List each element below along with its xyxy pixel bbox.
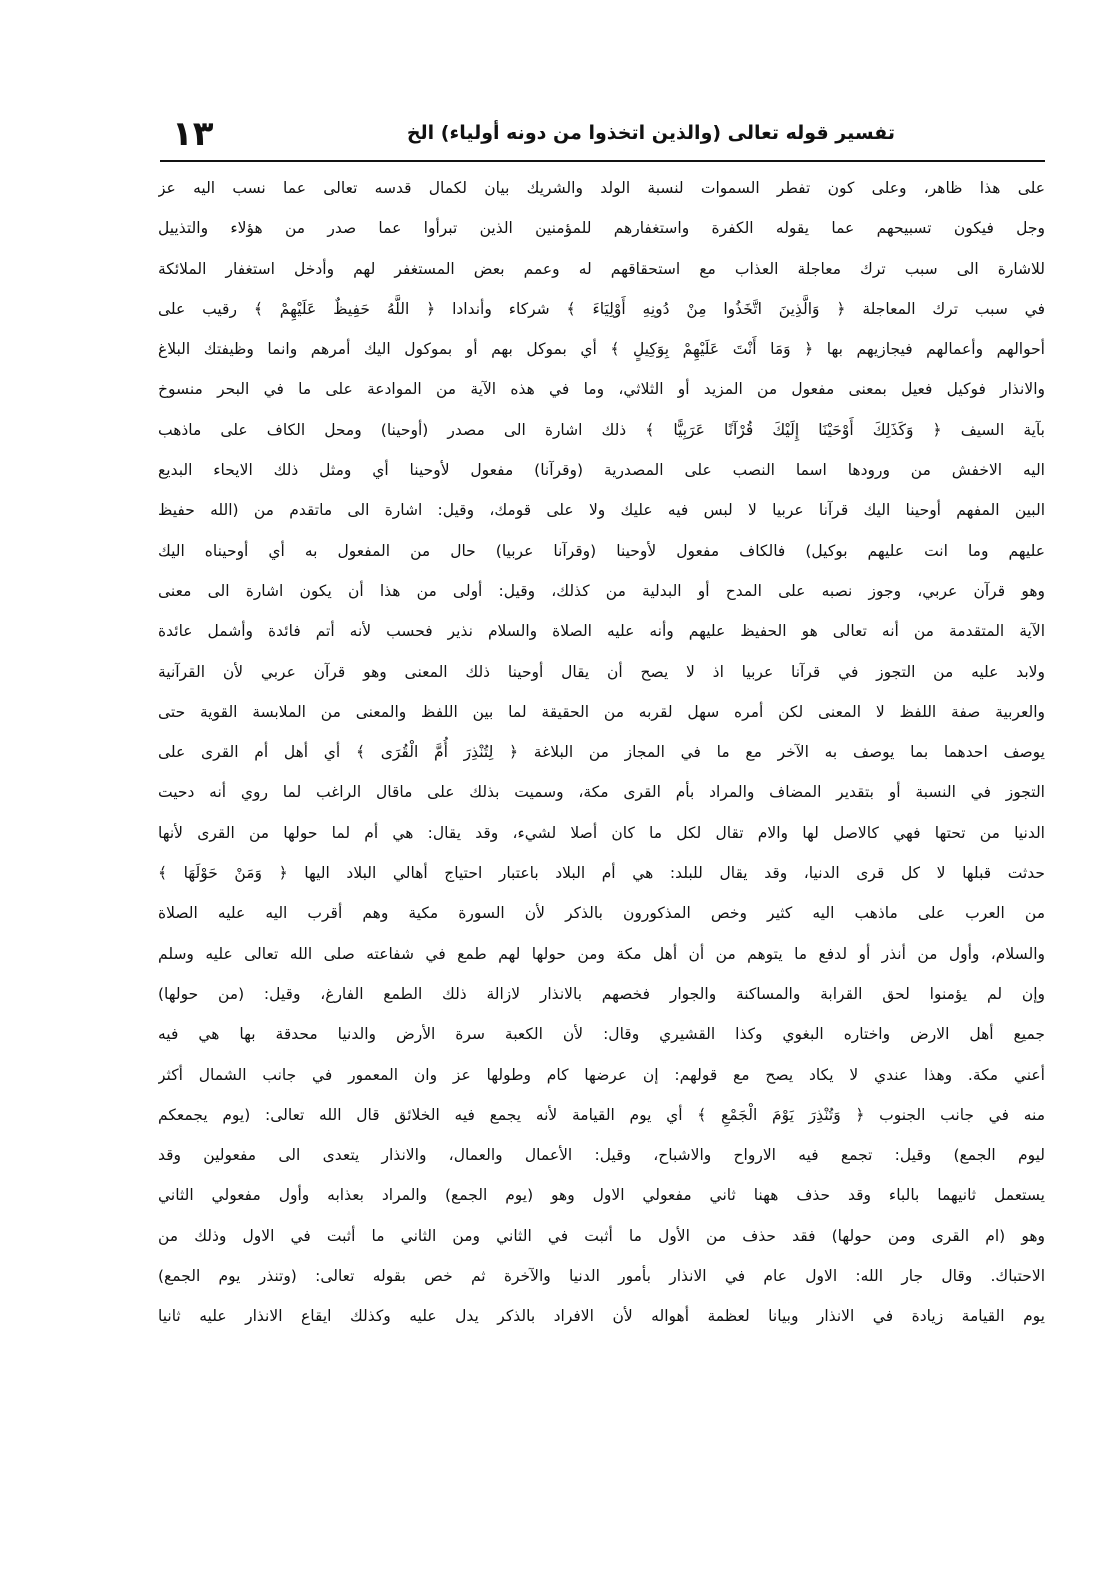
text-line: على هذا ظاهر، وعلى كون تفطر السموات لنسبة الولد والشريك بيان لكمال قدسه تعالى عما نسب اليه عز [158, 179, 1045, 197]
text-line: التجوز في النسبة أو بتقدير المضاف والمراد بأم القرى مكة، وسميت بذلك على ماقال الراغب لما روي أنه دحيت [158, 783, 1045, 802]
text-line: يوم القيامة زيادة في الانذار وبيانا لعظمة أهواله لأن الافراد بالذكر يدل عليه وكذلك ايقاع الانذار عليه ثانيا [158, 1307, 1045, 1326]
text-line: وهو (ام القرى ومن حولها) فقد حذف من الأول ما أثبت في الثاني ومن الثاني ما أثبت في الاول وذلك من [158, 1226, 1045, 1245]
text-line: والانذار فوكيل فعيل بمعنى مفعول من المزيد أو الثلاثي، وما في هذه الآية من الموادعة على ما في البحر منسوخ [158, 380, 1045, 399]
text-line: وجل فيكون تسبيحهم عما يقوله الكفرة واستغفارهم للمؤمنين الذين تبرأوا عما صدر من هؤلاء والتذييل [158, 219, 1045, 238]
text-line: الدنيا من تحتها فهي كالاصل لها والام تقال لكل ما كان أصلا لشيء، وقد يقال: هي أم لما حولها من القرى لأنها [158, 823, 1045, 842]
text-line: أعني مكة. وهذا عندي لا يكاد يصح مع قولهم: إن عرضها كام وطولها عز وان المعمور في جانب الشمال أكثر [158, 1065, 1045, 1084]
text-line: اليه الاخفش من ورودها اسما النصب على المصدرية (وقرآنا) مفعول لأوحينا أي ومثل ذلك الايحاء البديع [158, 461, 1045, 480]
text-line: ولابد عليه من التجوز في قرآنا عربيا اذ لا يصح أن يقال أوحينا ذلك المعنى وهو قرآن عربي لأن القرآنية [158, 662, 1045, 681]
body-text [158, 168, 1045, 1337]
text-line: وإن لم يؤمنوا لحق القرابة والمساكنة والجوار فخصهم بالانذار لازالة ذلك الطمع الفارغ، وقيل: (من حولها) [158, 984, 1045, 1003]
text-line: الآية المتقدمة من أنه تعالى هو الحفيظ عليهم وأنه عليه الصلاة والسلام نذير فحسب لأنه أتم فائدة وأشمل عائدة [158, 622, 1045, 641]
text-line: الاحتباك. وقال جار الله: الاول عام في الانذار بأمور الدنيا والآخرة ثم خص بقوله تعالى: (وتنذر يوم الجمع) [158, 1267, 1045, 1286]
text-line: للاشارة الى سبب ترك معاجلة العذاب مع استحقاقهم له وعمم بعض المستغفر لهم وأدخل استغفار الملائكة [158, 259, 1045, 278]
text-line: والسلام، وأول من أنذر أو لدفع ما يتوهم من أن أهل مكة ومن حولها لهم طمع في شفاعته صلى الله تعالى عليه وسلم [158, 944, 1045, 963]
text-line: البين المفهم أوحينا اليك قرآنا عربيا لا لبس فيه عليك ولا على قومك، وقيل: اشارة الى ماتقدم من (الله حفيظ [158, 501, 1045, 520]
text-line: ليوم الجمع) وقيل: تجمع فيه الارواح والاشباح، وقيل: الأعمال والعمال، والانذار يتعدى الى مفعولين وقد [158, 1146, 1045, 1165]
text-line: وهو قرآن عربي، وجوز نصبه على المدح أو البدلية من كذلك، وقيل: أولى من هذا أن يكون اشارة الى معنى [158, 581, 1045, 600]
text-line: أحوالهم وأعمالهم فيجازيهم بها ﴿ وَمَا أَنْتَ عَلَيْهِمْ بِوَكِيلٍ ﴾ أي بموكل بهم أو بموكول اليك أمرهم وانما وظيفتك البلاغ [158, 340, 1045, 359]
text-line: حدثت قبلها لا كل قرى الدنيا، وقد يقال للبلد: هي أم البلاد باعتبار احتياج أهالي البلاد اليها ﴿ وَمَنْ حَوْلَهَا ﴾ [158, 864, 1045, 883]
text-line: عليهم وما انت عليهم بوكيل) فالكاف مفعول لأوحينا (وقرآنا عربيا) حال من المفعول به أي أوحيناه اليك [158, 541, 1045, 560]
running-title: تفسير قوله تعالى (والذين اتخذوا من دونه أولياء) الخ [406, 122, 895, 144]
text-line: منه في جانب الجنوب ﴿ وَتُنْذِرَ يَوْمَ الْجَمْعِ ﴾ أي يوم القيامة لأنه يجمع فيه الخلائق قال الله تعالى: (يوم يجمعكم [158, 1105, 1045, 1124]
text-line: والعربية صفة اللفظ لا المعنى لكن أمره سهل لقربه من الحقيقة لما بين اللفظ والمعنى من الملابسة القوية حتى [158, 702, 1045, 721]
text-line: يوصف احدهما بما يوصف به الآخر مع ما في المجاز من البلاغة ﴿ لِتُنْذِرَ أُمَّ الْقُرَى ﴾ أي أهل أم القرى على [158, 743, 1045, 762]
page-header [160, 112, 1045, 162]
text-line: جميع أهل الارض واختاره البغوي وكذا القشيري وقال: لأن الكعبة سرة الأرض والدنيا محدقة بها هي فيه [158, 1025, 1045, 1044]
text-line: في سبب ترك المعاجلة ﴿ وَالَّذِينَ اتَّخَذُوا مِنْ دُونِهِ أَوْلِيَاءَ ﴾ شركاء وأندادا ﴿ اللَّهُ حَفِيظٌ عَلَيْهِمْ ﴾ رقيب على [158, 299, 1045, 318]
page-number: ١٣ [172, 114, 214, 154]
header-rule [160, 160, 1045, 162]
text-line: من العرب على ماذهب اليه كثير وخص المذكورون بالذكر لأن السورة مكية وهم أقرب اليه عليه الصلاة [158, 904, 1045, 923]
text-line: يستعمل ثانيهما بالباء وقد حذف ههنا ثاني مفعولي الاول وهو (يوم الجمع) والمراد بعذابه وأول مفعولي الثاني [158, 1186, 1045, 1205]
text-line: بآية السيف ﴿ وَكَذَلِكَ أَوْحَيْنَا إِلَيْكَ قُرْآنًا عَرَبِيًّا ﴾ ذلك اشارة الى مصدر (أوحينا) ومحل الكاف على ماذهب [158, 420, 1045, 439]
